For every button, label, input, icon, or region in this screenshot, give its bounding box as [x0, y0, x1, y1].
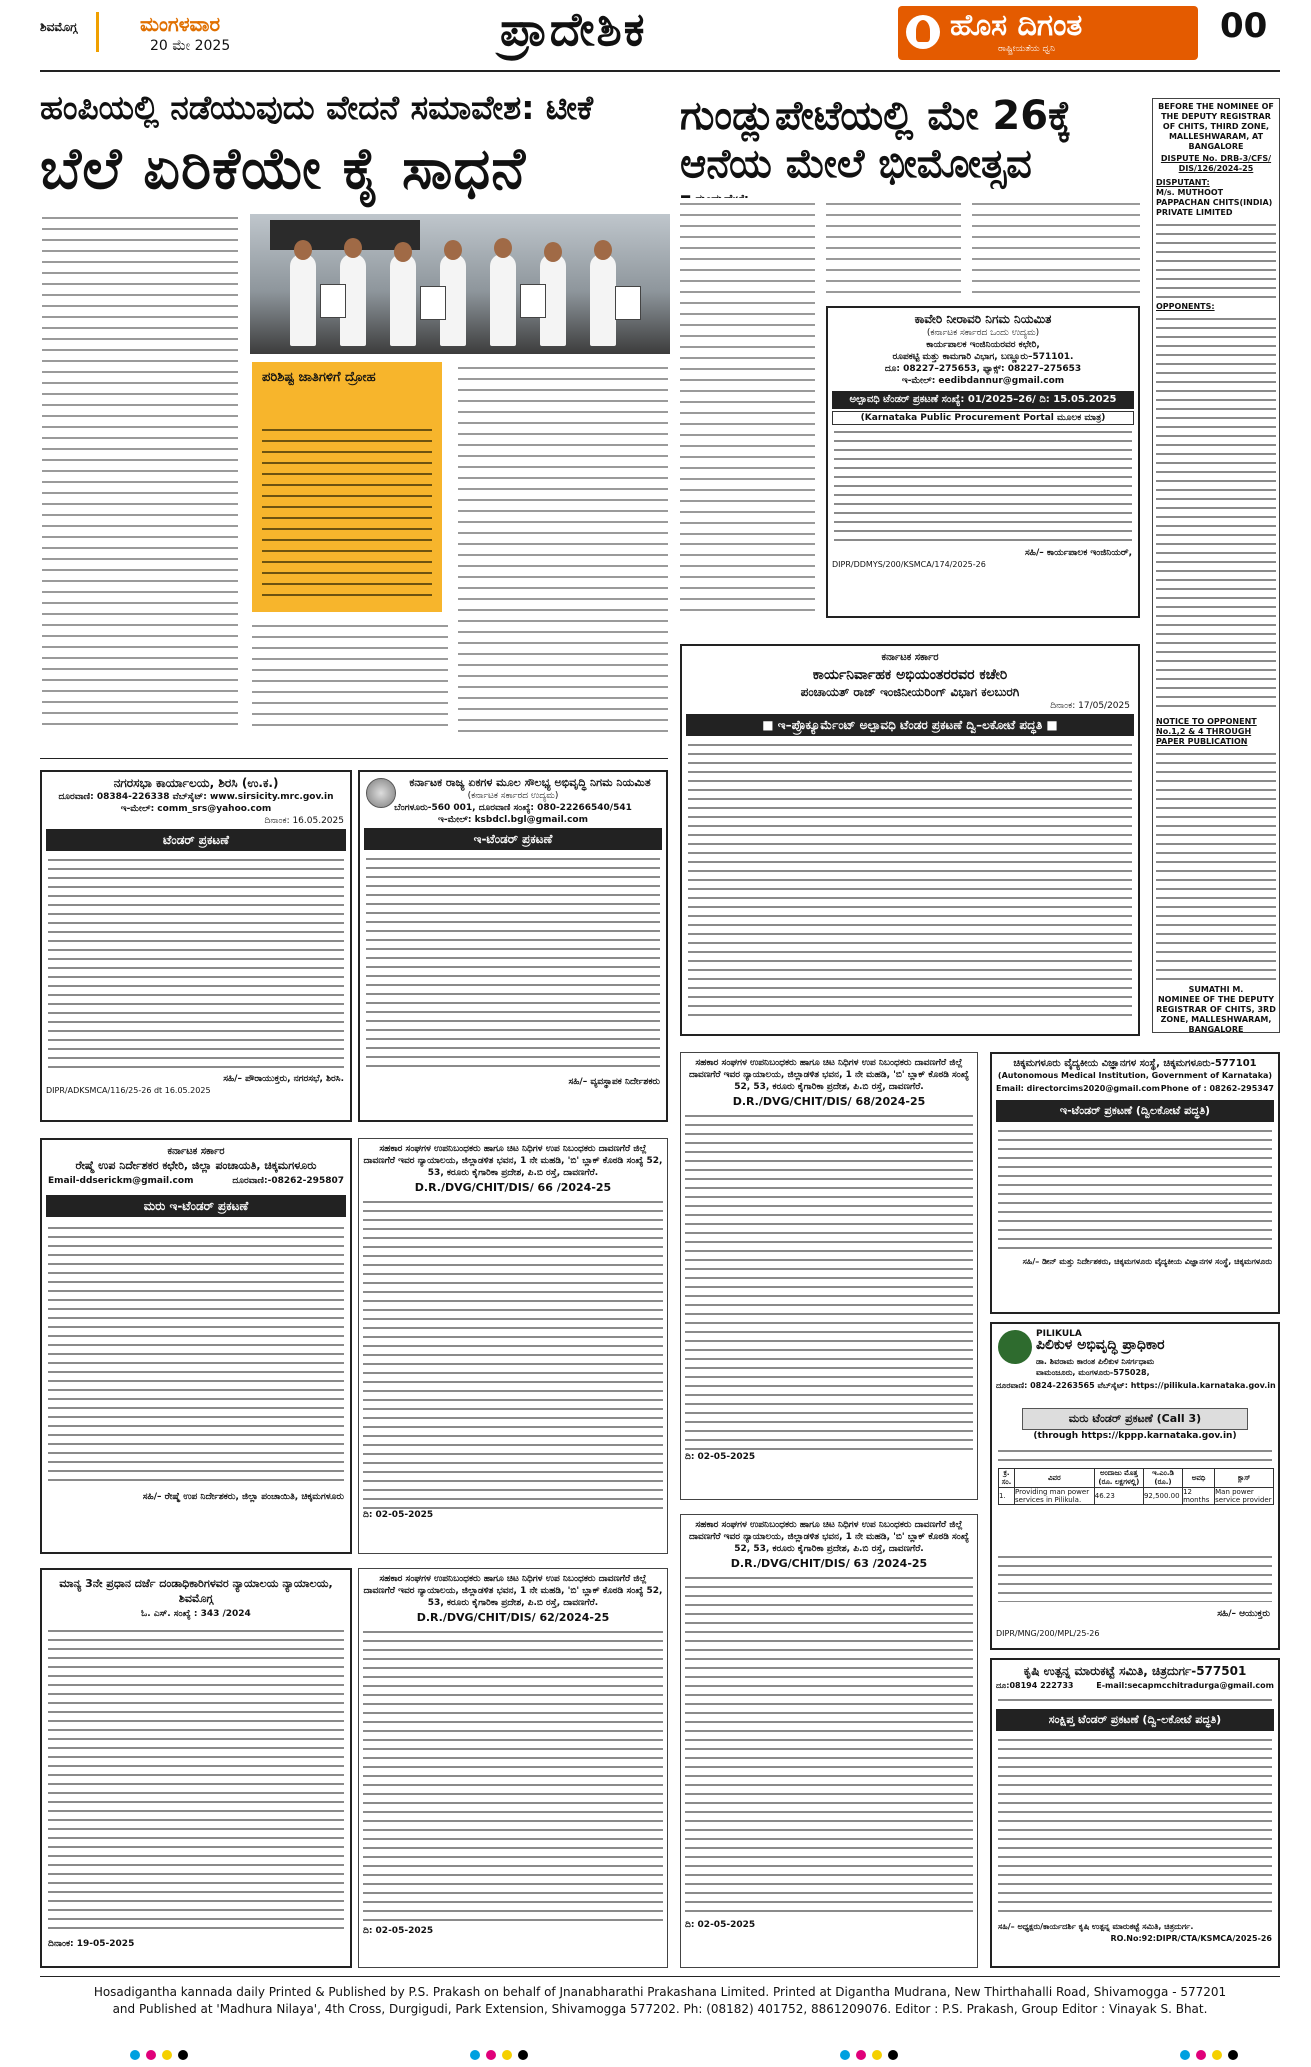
col-amount: ಅಂದಾಜು ಮೊತ್ತ (ರೂ. ಲಕ್ಷಗಳಲ್ಲಿ)	[1094, 1469, 1143, 1488]
cell-emd: 92,500.00	[1143, 1488, 1182, 1505]
sirsi-email: ಇ-ಮೇಲ್: comm_srs@yahoo.com	[120, 804, 272, 814]
brand-tagline: ರಾಷ್ಟ್ರೀಯತೆಯ ಧ್ವನಿ	[998, 44, 1055, 54]
karnataka-emblem-icon	[366, 778, 396, 808]
chit-notice-62-title: ಸಹಕಾರ ಸಂಘಗಳ ಉಪನಿಬಂಧಕರು ಹಾಗೂ ಚಿಟ ನಿಧಿಗಳ ಉಪ ನಿಬಂಧಕರು ದಾವಣಗೆರೆ ಜಿಲ್ಲೆ ದಾವಣಗೆರೆ ಇವರ ನ್ಯಾಯಾಲಯ, ಜಿಲ್ಲಾಡಳಿತ ಭವನ, 1 ನೇ ಮಹಡಿ, 'ಬಿ' ಬ್ಲಾಕ್ ಕೊಠಡಿ ಸಂಖ್ಯೆ 52, 53, ಕರೂರು ಕೈಗಾರಿಕಾ ಪ್ರದೇಶ, ಪಿ.ಬಿ ರಸ್ತೆ, ದಾವಣಗೆರೆ.	[363, 1574, 663, 1608]
kaveri-tender-ad	[826, 306, 1140, 618]
imprint-footer	[40, 1984, 1280, 2018]
imprint-line-2: and Published at 'Madhura Nilaya', 4th Cross, Durgigudi, Park Extension, Shivamogga 577202. Ph: (08182) 401752, 8861209076. Editor : P.S. Prakash, Group Editor : Vinayak S. Bhat.	[112, 2002, 1208, 2016]
apmc-body	[998, 1735, 1272, 1917]
apmc-tender-ad	[990, 1658, 1280, 1968]
chit-notice-68-title: ಸಹಕಾರ ಸಂಘಗಳ ಉಪನಿಬಂಧಕರು ಹಾಗೂ ಚಿಟ ನಿಧಿಗಳ ಉಪ ನಿಬಂಧಕರು ದಾವಣಗೆರೆ ಜಿಲ್ಲೆ ದಾವಣಗೆರೆ ಇವರ ನ್ಯಾಯಾಲಯ, ಜಿಲ್ಲಾಡಳಿತ ಭವನ, 1 ನೇ ಮಹಡಿ, 'ಬಿ' ಬ್ಲಾಕ್ ಕೊಠಡಿ ಸಂಖ್ಯೆ 52, 53, ಕರೂರು ಕೈಗಾರಿಕಾ ಪ್ರದೇಶ, ಪಿ.ಬಿ ರಸ್ತೆ, ದಾವಣಗೆರೆ.	[689, 1058, 969, 1092]
chit-notice-63-ref: D.R./DVG/CHIT/DIS/ 63 /2024-25	[730, 1557, 928, 1570]
pilikula-dipr: DIPR/MNG/200/MPL/25-26	[996, 1629, 1100, 1638]
chit-notice-66	[358, 1138, 668, 1554]
story2-column-3	[972, 198, 1140, 298]
housing-banner: ಇ-ಟೆಂಡರ್ ಪ್ರಕಟಣೆ	[364, 828, 662, 850]
apmc-title: ಕೃಷಿ ಉತ್ಪನ್ನ ಮಾರುಕಟ್ಟೆ ಸಮಿತಿ, ಚಿತ್ರದುರ್ಗ-577501	[1023, 1664, 1247, 1678]
seri-email: Email-ddserickm@gmail.com	[48, 1176, 194, 1186]
kalaburagi-date: ದಿನಾಂಕ: 17/05/2025	[1050, 701, 1130, 711]
pilikula-body	[998, 1552, 1272, 1602]
kaveri-portal: (Karnataka Public Procurement Portal ಮೂಲಕ ಮಾತ್ರ)	[832, 411, 1134, 425]
cell-amount: 46.23	[1094, 1488, 1143, 1505]
cims-title-kn: ಚಿಕ್ಕಮಗಳೂರು ವೈದ್ಯಕೀಯ ವಿಜ್ಞಾನಗಳ ಸಂಸ್ಥೆ, ಚಿಕ್ಕಮಗಳೂರು-577101	[1013, 1058, 1257, 1069]
sirsi-dipr: DIPR/ADKSMCA/116/25-26 dt 16.05.2025	[46, 1086, 211, 1095]
kaveri-office: ಕಾರ್ಯಪಾಲಕ ಇಂಜಿನಿಯರವರ ಕಛೇರಿ,	[926, 340, 1040, 350]
legal-body-1	[1156, 220, 1276, 300]
date-label: 20 ಮೇ 2025	[150, 38, 231, 54]
pilikula-tender-ad	[990, 1322, 1280, 1650]
imprint-line-1: Hosadigantha kannada daily Printed & Published by P.S. Prakash on behalf of Jnanabharathi Prakashana Limited. Printed at Digantha Mudrana, New Thirthahalli Road, Shivamogga - 577201	[93, 1985, 1227, 1999]
chit-notice-63-title: ಸಹಕಾರ ಸಂಘಗಳ ಉಪನಿಬಂಧಕರು ಹಾಗೂ ಚಿಟ ನಿಧಿಗಳ ಉಪ ನಿಬಂಧಕರು ದಾವಣಗೆರೆ ಜಿಲ್ಲೆ ದಾವಣಗೆರೆ ಇವರ ನ್ಯಾಯಾಲಯ, ಜಿಲ್ಲಾಡಳಿತ ಭವನ, 1 ನೇ ಮಹಡಿ, 'ಬಿ' ಬ್ಲಾಕ್ ಕೊಠಡಿ ಸಂಖ್ಯೆ 52, 53, ಕರೂರು ಕೈಗಾರಿಕಾ ಪ್ರದೇಶ, ಪಿ.ಬಿ ರಸ್ತೆ, ದಾವಣಗೆರೆ.	[689, 1520, 969, 1554]
chit-notice-66-body	[363, 1197, 663, 1509]
cell-sl: 1.	[999, 1488, 1015, 1505]
chit-notice-62-body	[363, 1627, 663, 1925]
kalaburagi-tender-ad	[680, 644, 1140, 1036]
kaveri-body	[834, 427, 1132, 545]
legal-disputant: DISPUTANT:	[1156, 178, 1210, 187]
chit-notice-68	[680, 1052, 978, 1500]
chit-notice-62-date: ದಿ: 02-05-2025	[363, 1926, 434, 1936]
cims-body	[998, 1126, 1272, 1254]
registration-marks-center	[470, 2050, 528, 2060]
chit-notice-63	[680, 1514, 978, 1968]
footer-rule	[40, 1976, 1280, 1977]
story2-headline: ಗುಂಡ್ಲುಪೇಟೆಯಲ್ಲಿ ಮೇ 26ಕ್ಕೆ ಆನೆಯ ಮೇಲೆ ಭೀಮೋತ್ಸವ	[680, 93, 1072, 187]
chit-notice-66-date: ದಿ: 02-05-2025	[363, 1510, 434, 1520]
section-title: ಪ್ರಾದೇಶಿಕ	[500, 2, 647, 56]
pilikula-table-header	[999, 1469, 1274, 1488]
legal-body-3	[1156, 749, 1276, 981]
kaveri-notice-bar: ಅಲ್ಪಾವಧಿ ಟೆಂಡರ್ ಪ್ರಕಟಣೆ ಸಂಖ್ಯೆ: 01/2025–26/ ದಿ: 15.05.2025	[832, 391, 1134, 409]
story1-sidebar	[252, 362, 442, 612]
kalaburagi-gov: ಕರ್ನಾಟಕ ಸರ್ಕಾರ	[881, 652, 939, 663]
apmc-ref	[998, 1695, 1272, 1707]
sirsi-sign: ಸಹಿ/– ಪೌರಾಯುಕ್ತರು, ನಗರಸಭೆ, ಶಿರಸಿ.	[223, 1074, 344, 1084]
seri-body	[48, 1223, 344, 1487]
header-rule	[40, 70, 1280, 72]
sericulture-tender-ad	[40, 1138, 352, 1554]
sirsi-ref: ದಿನಾಂಕ: 16.05.2025	[264, 816, 344, 826]
kaveri-sub: (ಕರ್ನಾಟಕ ಸರ್ಕಾರದ ಒಂದು ಉದ್ಯಮ)	[926, 328, 1040, 338]
sirsi-banner: ಟೆಂಡರ್ ಪ್ರಕಟಣೆ	[46, 829, 346, 851]
chit-notice-66-title: ಸಹಕಾರ ಸಂಘಗಳ ಉಪನಿಬಂಧಕರು ಹಾಗೂ ಚಿಟ ನಿಧಿಗಳ ಉಪ ನಿಬಂಧಕರು ದಾವಣಗೆರೆ ಜಿಲ್ಲೆ ದಾವಣಗೆರೆ ಇವರ ನ್ಯಾಯಾಲಯ, ಜಿಲ್ಲಾಡಳಿತ ಭವನ, 1 ನೇ ಮಹಡಿ, 'ಬಿ' ಬ್ಲಾಕ್ ಕೊಠಡಿ ಸಂಖ್ಯೆ 52, 53, ಕರೂರು ಕೈಗಾರಿಕಾ ಪ್ರದೇಶ, ಪಿ.ಬಿ ರಸ್ತೆ, ದಾವಣಗೆರೆ.	[363, 1144, 663, 1178]
registration-marks-right	[840, 2050, 898, 2060]
housing-body	[366, 854, 660, 1072]
registration-marks-far-right	[1180, 2050, 1238, 2060]
col-sl: ಕ್ರ. ಸಂ.	[999, 1469, 1015, 1488]
cims-email: Email: directorcims2020@gmail.com	[996, 1084, 1160, 1093]
pilikula-addr2: ವಾಮಂಜೂರು, ಮಂಗಳೂರು-575028,	[1036, 1368, 1150, 1377]
legal-dispute: DISPUTE No. DRB-3/CFS/ DIS/126/2024-25	[1160, 154, 1272, 173]
story1-column-1	[42, 212, 238, 732]
registration-marks-left	[130, 2050, 188, 2060]
legal-signer: SUMATHI M.	[1188, 985, 1244, 994]
col-class: ಕ್ಲಾಸ್	[1215, 1469, 1274, 1488]
story2-column-1b	[680, 538, 815, 618]
housing-sign: ಸಹಿ/– ವ್ಯವಸ್ಥಾಪಕ ನಿರ್ದೇಶಕರು	[568, 1077, 660, 1087]
housing-sub: (ಕರ್ನಾಟಕ ಸರ್ಕಾರದ ಉದ್ಯಮ)	[467, 791, 559, 801]
pilikula-brand: PILIKULA	[1036, 1329, 1082, 1339]
pilikula-logo-icon	[998, 1330, 1032, 1364]
chit-notice-63-body	[685, 1573, 973, 1919]
court-body	[48, 1626, 344, 1932]
page-number: 00	[1220, 6, 1268, 46]
legal-heading: BEFORE THE NOMINEE OF THE DEPUTY REGISTRAR OF CHITS, THIRD ZONE, MALLESHWARAM, AT BANGALORE	[1158, 102, 1274, 151]
cims-phone: Phone of : 08262-295347	[1160, 1084, 1274, 1093]
pilikula-phone: ದೂರವಾಣಿ: 0824-2263565 ವೆಬ್‌ಸೈಟ್: https://pilikula.karnataka.gov.in	[996, 1381, 1276, 1390]
apmc-phone: ದೂ:08194 222733	[996, 1681, 1074, 1690]
apmc-email: E-mail:secapmcchitradurga@gmail.com	[1096, 1681, 1274, 1690]
kalaburagi-body	[688, 740, 1132, 1016]
flame-icon	[916, 20, 930, 42]
sirsi-contact: ದೂರವಾಣಿ: 08384-226338 ವೆಬ್‌ಸೈಟ್: www.sirsicity.mrc.gov.in	[58, 792, 334, 802]
masthead-left	[40, 8, 500, 64]
kaveri-address: ರೂಪಕಟ್ಟಿ ಮತ್ತು ಕಾಮಗಾರಿ ವಿಭಾಗ, ಬಣ್ಣೂರು–571101.	[892, 352, 1074, 362]
brand-name: ಹೊಸ ದಿಗಂತ	[950, 8, 1083, 43]
day-label: ಮಂಗಳವಾರ	[140, 12, 221, 36]
court-notice	[40, 1568, 352, 1968]
kaveri-sign: ಸಹಿ/– ಕಾರ್ಯಪಾಲಕ ಇಂಜಿನಿಯರ್,	[1025, 548, 1132, 558]
court-title: ಮಾನ್ಯ 3ನೇ ಪ್ರಧಾನ ದರ್ಜೆ ದಂಡಾಧಿಕಾರಿಗಳವರ ನ್ಯಾಯಾಲಯ ನ್ಯಾಯಾಲಯ, ಶಿವಮೊಗ್ಗ	[59, 1577, 333, 1605]
sidebar-title: ಪರಿಶಿಷ್ಟ ಜಾತಿಗಳಿಗೆ ದ್ರೋಹ	[262, 370, 376, 385]
court-date: ದಿನಾಂಕ: 19-05-2025	[48, 1939, 135, 1949]
cell-class: Man power service provider	[1215, 1488, 1272, 1504]
story1-headline: ಬೆಲೆ ಏರಿಕೆಯೇ ಕೈ ಸಾಧನೆ	[40, 136, 527, 202]
brand-logo	[898, 6, 1198, 60]
kaveri-phone: ದೂ: 08227–275653, ಫ್ಯಾಕ್ಸ್: 08227–275653	[884, 364, 1082, 374]
pilikula-sub: (through https://kppp.karnataka.gov.in)	[1033, 1431, 1237, 1441]
seri-gov: ಕರ್ನಾಟಕ ಸರ್ಕಾರ	[167, 1146, 225, 1157]
legal-notice-title: NOTICE TO OPPONENT No.1,2 & 4 THROUGH PAPER PUBLICATION	[1156, 717, 1257, 746]
pilikula-intro	[998, 1446, 1272, 1464]
story1-kicker: ಹಂಪಿಯಲ್ಲಿ ನಡೆಯುವುದು ವೇದನೆ ಸಮಾವೇಶ: ಟೀಕೆ	[40, 88, 594, 127]
cims-tender-ad	[990, 1052, 1280, 1314]
legal-disputant-name: M/s. MUTHOOT PAPPACHAN CHITS(INDIA) PRIVATE LIMITED	[1156, 188, 1273, 217]
sirsi-tender-ad	[40, 770, 352, 1122]
kalaburagi-title: ಕಾರ್ಯನಿರ್ವಾಹಕ ಅಭಿಯಂತರರವರ ಕಚೇರಿ	[812, 667, 1008, 683]
kalaburagi-sub: ಪಂಚಾಯತ್ ರಾಜ್ ಇಂಜಿನೀಯರಿಂಗ್ ವಿಭಾಗ ಕಲಬುರಗಿ	[800, 685, 1020, 699]
housing-title: ಕರ್ನಾಟಕ ರಾಜ್ಯ ಏಕಗಳ ಮೂಲ ಸೌಲಭ್ಯ ಅಭಿವೃದ್ಧಿ ನಿಗಮ ನಿಯಮಿತ	[409, 776, 651, 789]
cims-sign: ಸಹಿ/– ಡೀನ್ ಮತ್ತು ನಿರ್ದೇಶಕರು, ಚಿಕ್ಕಮಗಳೂರು ವೈದ್ಯಕೀಯ ವಿಜ್ಞಾನಗಳ ಸಂಸ್ಥೆ, ಚಿಕ್ಕಮಗಳೂರು	[1022, 1257, 1272, 1266]
legal-notice	[1152, 98, 1280, 1033]
story1-column-2	[252, 620, 448, 732]
chit-notice-68-body	[685, 1111, 973, 1451]
story1-column-3	[458, 362, 668, 732]
table-row	[999, 1488, 1274, 1505]
seri-title: ರೇಷ್ಮೆ ಉಪ ನಿರ್ದೇಶಕರ ಕಛೇರಿ, ಜಿಲ್ಲಾ ಪಂಚಾಯತಿ, ಚಿಕ್ಕಮಗಳೂರು	[75, 1159, 317, 1172]
seri-phone: ದೂರವಾಣಿ:-08262-295807	[232, 1176, 344, 1186]
cell-desc: Providing man power services in Pilikula.	[1015, 1488, 1095, 1505]
kaveri-title: ಕಾವೇರಿ ನೀರಾವರಿ ನಿಗಮ ನಿಯಮಿತ	[914, 312, 1052, 326]
seri-banner: ಮರು ಇ-ಟೆಂಡರ್ ಪ್ರಕಟಣೆ	[46, 1195, 346, 1217]
legal-signer-title: NOMINEE OF THE DEPUTY REGISTRAR OF CHITS, 3RD ZONE, MALLESHWARAM, BANGALORE	[1156, 995, 1276, 1033]
apmc-banner: ಸಂಕ್ಷಿಪ್ತ ಟೆಂಡರ್ ಪ್ರಕಟಣೆ (ದ್ವಿ-ಲಕೋಟೆ ಪದ್ಧತಿ)	[996, 1709, 1274, 1731]
city-label: ಶಿವಮೊಗ್ಗ	[40, 20, 78, 34]
housing-tender-ad	[358, 770, 668, 1122]
row-rule	[40, 758, 668, 759]
housing-email: ಇ-ಮೇಲ್: ksbdcl.bgl@gmail.com	[438, 815, 588, 825]
pilikula-addr: ಡಾ. ಶಿವರಾಮ ಕಾರಂತ ಪಿಲಿಕುಳ ನಿಸರ್ಗಧಾಮ	[1036, 1357, 1155, 1366]
divider-bar	[96, 12, 99, 52]
chit-notice-68-date: ದಿ: 02-05-2025	[685, 1452, 756, 1462]
kaveri-email: ಇ-ಮೇಲ್: eedibdannur@gmail.com	[901, 376, 1065, 386]
col-period: ಅವಧಿ	[1183, 1469, 1215, 1488]
col-desc: ವಿವರ	[1015, 1469, 1095, 1488]
sidebar-body	[262, 424, 432, 604]
story2-column-2	[826, 198, 961, 298]
pilikula-banner: ಮರು ಟೆಂಡರ್ ಪ್ರಕಟಣೆ (Call 3)	[1022, 1408, 1248, 1430]
cell-period: 12 months	[1183, 1488, 1215, 1505]
chit-notice-68-ref: D.R./DVG/CHIT/DIS/ 68/2024-25	[732, 1095, 926, 1108]
chit-notice-63-date: ದಿ: 02-05-2025	[685, 1920, 756, 1930]
col-emd: ಇ.ಎಂ.ಡಿ (ರೂ.)	[1143, 1469, 1182, 1488]
pilikula-table	[998, 1468, 1274, 1505]
cims-title-en: (Autonomous Medical Institution, Government of Karnataka)	[997, 1071, 1273, 1080]
chit-notice-62-ref: D.R./DVG/CHIT/DIS/ 62/2024-25	[416, 1611, 610, 1624]
chit-notice-66-ref: D.R./DVG/CHIT/DIS/ 66 /2024-25	[414, 1181, 612, 1194]
sirsi-body	[48, 855, 344, 1069]
chit-notice-62	[358, 1568, 668, 1968]
pilikula-title: ಪಿಲಿಕುಳ ಅಭಿವೃದ್ಧಿ ಪ್ರಾಧಿಕಾರ	[1036, 1337, 1165, 1353]
legal-opponents: OPPONENTS:	[1156, 302, 1215, 311]
apmc-ro: RO.No:92:DIPR/CTA/KSMCA/2025-26	[1110, 1934, 1272, 1943]
pilikula-sign: ಸಹಿ/– ಆಯುಕ್ತರು	[1217, 1609, 1270, 1619]
sirsi-title: ನಗರಸಭಾ ಕಾರ್ಯಾಲಯ, ಶಿರಸಿ (ಉ.ಕ.)	[113, 776, 279, 790]
apmc-sign: ಸಹಿ/– ಅಧ್ಯಕ್ಷರು/ಕಾರ್ಯದರ್ಶಿ ಕೃಷಿ ಉತ್ಪನ್ನ ಮಾರುಕಟ್ಟೆ ಸಮಿತಿ, ಚಿತ್ರದುರ್ಗ.	[998, 1922, 1194, 1931]
seri-sign: ಸಹಿ/– ರೇಷ್ಮೆ ಉಪ ನಿರ್ದೇಶಕರು, ಜಿಲ್ಲಾ ಪಂಚಾಯಿತಿ, ಚಿಕ್ಕಮಗಳೂರು	[142, 1492, 344, 1502]
kaveri-dipr: DIPR/DDMYS/200/KSMCA/174/2025-26	[832, 560, 986, 569]
kalaburagi-banner: ■ ಇ–ಪ್ರೊಕ್ಯೂರ್ಮೆಂಟ್ ಅಲ್ಪಾವಧಿ ಟೆಂಡರ ಪ್ರಕಟಣೆ ದ್ವಿ–ಲಕೋಟೆ ಪದ್ಧತಿ ■	[686, 714, 1134, 736]
story1-photo	[250, 214, 670, 354]
legal-body-2	[1156, 314, 1276, 714]
housing-address: ಬೆಂಗಳೂರು-560 001, ದೂರವಾಣಿ ಸಂಖ್ಯೆ: 080-22266540/541	[394, 803, 632, 813]
cims-banner: ಇ-ಟೆಂಡರ್ ಪ್ರಕಟಣೆ (ದ್ವಿಲಕೋಟೆ ಪದ್ಧತಿ)	[996, 1100, 1274, 1122]
court-case: ಓ. ಎಸ್. ಸಂಖ್ಯೆ : 343 /2024	[141, 1609, 251, 1619]
